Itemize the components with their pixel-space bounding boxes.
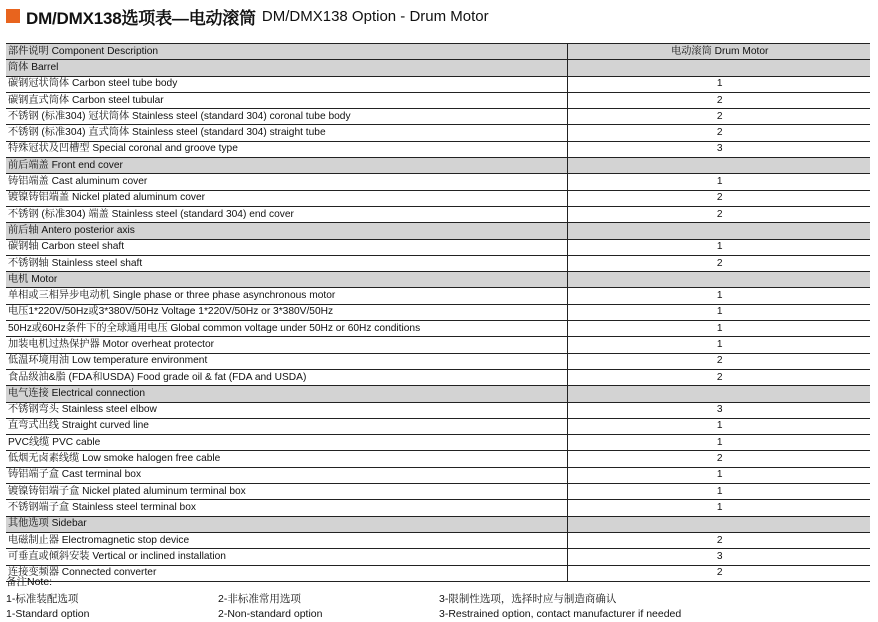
table-row — [6, 76, 870, 92]
table-row — [6, 190, 870, 206]
category-option-cell — [567, 386, 870, 402]
component-description: 50Hz或60Hz条件下的全球通用电压 Global common voltage under 50Hz or 60Hz conditions — [6, 321, 567, 337]
component-description: 碳钢直式筒体 Carbon steel tubular — [6, 92, 567, 108]
category-label: 其他选项 Sidebar — [6, 516, 567, 532]
table-row — [6, 337, 870, 353]
category-option-cell — [567, 272, 870, 288]
category-row — [6, 223, 870, 239]
option-level: 2 — [567, 109, 870, 125]
component-description: 不锈钢端子盒 Stainless steel terminal box — [6, 500, 567, 516]
option-level: 1 — [567, 304, 870, 320]
table-row — [6, 500, 870, 516]
category-row — [6, 158, 870, 174]
legend-item-2-en: 2-Non-standard option — [218, 608, 323, 620]
category-label: 电机 Motor — [6, 272, 567, 288]
component-description: 不锈钢轴 Stainless steel shaft — [6, 255, 567, 271]
table-row — [6, 451, 870, 467]
component-description: 镀镍铸铝端盖 Nickel plated aluminum cover — [6, 190, 567, 206]
category-label: 前后轴 Antero posterior axis — [6, 223, 567, 239]
component-description: 镀镍铸铝端子盒 Nickel plated aluminum terminal box — [6, 484, 567, 500]
option-table — [6, 43, 870, 582]
table-row — [6, 321, 870, 337]
legend-item-2 — [218, 592, 322, 622]
option-level: 3 — [567, 549, 870, 565]
category-label: 筒体 Barrel — [6, 60, 567, 76]
component-description: 可垂直或倾斜安装 Vertical or inclined installation — [6, 549, 567, 565]
component-description: 不锈钢 (标准304) 端盖 Stainless steel (standard 304) end cover — [6, 206, 567, 222]
component-description: 不锈钢弯头 Stainless steel elbow — [6, 402, 567, 418]
component-description: 电压1*220V/50Hz或3*380V/50Hz Voltage 1*220V/50Hz or 3*380V/50Hz — [6, 304, 567, 320]
component-description: 连接变频器 Connected converter — [6, 565, 567, 581]
option-level: 1 — [567, 435, 870, 451]
component-description: 特殊冠状及凹槽型 Special coronal and groove type — [6, 141, 567, 157]
category-option-cell — [567, 516, 870, 532]
category-row — [6, 516, 870, 532]
table-row — [6, 92, 870, 108]
component-description: 单相或三相异步电动机 Single phase or three phase asynchronous motor — [6, 288, 567, 304]
table-row — [6, 304, 870, 320]
category-row — [6, 272, 870, 288]
category-row — [6, 386, 870, 402]
option-level: 2 — [567, 353, 870, 369]
table-row — [6, 141, 870, 157]
page-title — [6, 5, 489, 27]
legend-item-3-cn: 3-限制性选项，选择时应与制造商确认 — [439, 593, 617, 605]
table-row — [6, 255, 870, 271]
component-description: 低烟无卤素线缆 Low smoke halogen free cable — [6, 451, 567, 467]
table-row — [6, 369, 870, 385]
component-description: 加装电机过热保护器 Motor overheat protector — [6, 337, 567, 353]
header-drum-motor: 电动滚筒 Drum Motor — [567, 44, 870, 60]
table-row — [6, 532, 870, 548]
legend-item-1-en: 1-Standard option — [6, 608, 90, 620]
option-level: 3 — [567, 402, 870, 418]
note-title: 备注Note: — [6, 576, 53, 588]
option-level: 1 — [567, 337, 870, 353]
component-description: 直弯式出线 Straight curved line — [6, 418, 567, 434]
option-level: 1 — [567, 484, 870, 500]
table-row — [6, 174, 870, 190]
category-option-cell — [567, 60, 870, 76]
table-row — [6, 109, 870, 125]
category-option-cell — [567, 223, 870, 239]
option-level: 2 — [567, 125, 870, 141]
component-description: 碳钢冠状筒体 Carbon steel tube body — [6, 76, 567, 92]
option-level: 1 — [567, 288, 870, 304]
table-row — [6, 206, 870, 222]
title-accent-square — [6, 9, 20, 23]
component-description: 不锈钢 (标准304) 直式筒体 Stainless steel (standard 304) straight tube — [6, 125, 567, 141]
option-level: 2 — [567, 565, 870, 581]
component-description: 不锈钢 (标准304) 冠状筒体 Stainless steel (standard 304) coronal tube body — [6, 109, 567, 125]
option-level: 2 — [567, 451, 870, 467]
component-description: 铸铝端子盒 Cast terminal box — [6, 467, 567, 483]
component-description: PVC线缆 PVC cable — [6, 435, 567, 451]
category-label: 前后端盖 Front end cover — [6, 158, 567, 174]
table-row — [6, 435, 870, 451]
component-description: 碳钢轴 Carbon steel shaft — [6, 239, 567, 255]
option-level: 2 — [567, 255, 870, 271]
option-level: 1 — [567, 467, 870, 483]
option-level: 1 — [567, 418, 870, 434]
option-level: 3 — [567, 141, 870, 157]
component-description: 电磁制止器 Electromagnetic stop device — [6, 532, 567, 548]
option-level: 1 — [567, 174, 870, 190]
table-row — [6, 353, 870, 369]
table-row — [6, 467, 870, 483]
category-option-cell — [567, 158, 870, 174]
component-description: 铸铝端盖 Cast aluminum cover — [6, 174, 567, 190]
title-subtitle: DM/DMX138 Option - Drum Motor — [261, 7, 489, 25]
category-label: 电气连接 Electrical connection — [6, 386, 567, 402]
table-row — [6, 402, 870, 418]
table-row — [6, 549, 870, 565]
category-row — [6, 60, 870, 76]
table-row — [6, 125, 870, 141]
option-level: 2 — [567, 92, 870, 108]
component-description: 食品级油&脂 (FDA和USDA) Food grade oil & fat (FDA and USDA) — [6, 369, 567, 385]
option-level: 1 — [567, 500, 870, 516]
table-row — [6, 484, 870, 500]
legend-item-2-cn: 2-非标准常用选项 — [218, 593, 301, 605]
table-row — [6, 418, 870, 434]
table-header-row — [6, 44, 870, 60]
option-level: 2 — [567, 190, 870, 206]
legend-item-3-en: 3-Restrained option, contact manufacturer if needed — [439, 608, 682, 620]
legend-item-3 — [439, 592, 681, 622]
table-row — [6, 239, 870, 255]
option-level: 1 — [567, 76, 870, 92]
legend-item-1-cn: 1-标准装配选项 — [6, 593, 79, 605]
option-level: 2 — [567, 532, 870, 548]
option-level: 1 — [567, 239, 870, 255]
component-description: 低温环境用油 Low temperature environment — [6, 353, 567, 369]
table-row — [6, 565, 870, 581]
title-main: DM/DMX138选项表—电动滚筒 — [26, 8, 256, 28]
legend-item-1 — [6, 592, 89, 622]
table-body — [6, 60, 870, 582]
option-level: 2 — [567, 369, 870, 385]
option-level: 1 — [567, 321, 870, 337]
option-level: 2 — [567, 206, 870, 222]
table-row — [6, 288, 870, 304]
header-component-description: 部件说明 Component Description — [6, 44, 567, 60]
